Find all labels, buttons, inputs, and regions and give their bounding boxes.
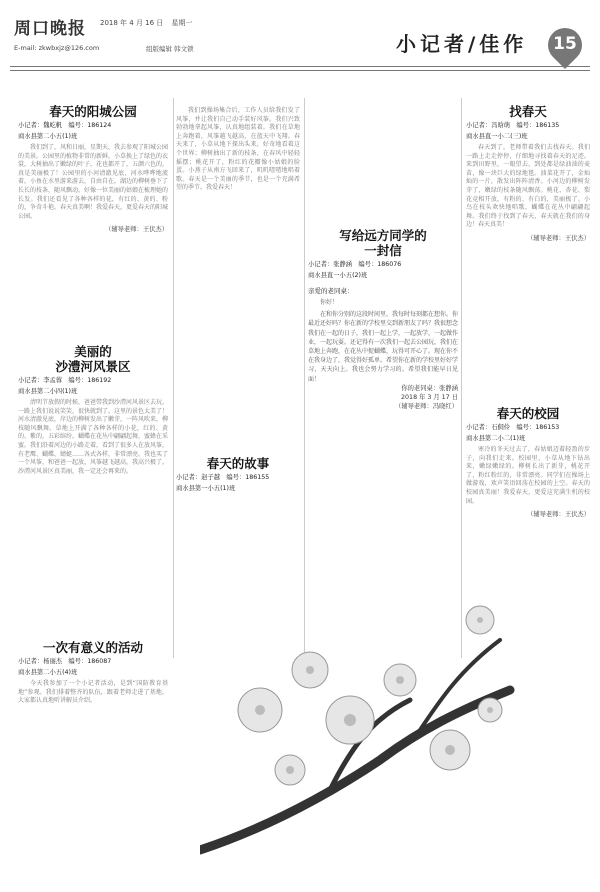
issue-date: 2018 年 4 月 16 日 xyxy=(100,19,164,27)
article-teacher: （辅导老师：王伏杰） xyxy=(527,234,590,242)
article-body: 今天我参加了一个小记者活动，是到“国防教育基地”参观。我们排着整齐的队伍，跟着老师走进了基地，大家都认真地听讲解员介绍。 xyxy=(18,680,168,705)
article-class: 商水县第二小二(1)班 xyxy=(466,435,526,442)
article-byline: 小记者：魏屹帆 编号：186124 xyxy=(18,122,112,129)
article-title: 写给远方同学的 一封信 xyxy=(339,228,427,258)
article-title: 找春天 xyxy=(509,104,547,119)
article-spring-story xyxy=(176,104,300,484)
column-divider xyxy=(461,98,462,658)
article-title: 春天的校园 xyxy=(496,406,560,421)
article-body: 春天到了，老师带着我们去找春天。我们一路上走走停停，仔细地寻找着春天的足迹。来到田野里，一眼望去，到处都是绿油油的麦苗，像一块巨大的绿地毯。油菜花开了，金灿灿的一片，散发出阵阵清香。小河边的柳树发芽了，嫩绿的枝条随风飘荡。桃花、杏花、梨花竞相开放，有粉的、有白的，美丽极了。小鸟在枝头欢快地唱歌，蝴蝶在花丛中翩翩起舞。我们终于找到了春天，春天就在我们的身边！春天真美！ xyxy=(466,144,590,229)
article-class: 商水县直一小二(三)班 xyxy=(466,133,528,140)
article-byline: 小记者：杨丽杰 编号：186087 xyxy=(18,658,112,665)
article-body: 寒冷的冬天过去了，春姑娘迈着轻盈的步子，向我们走来。校园里，小草从地下钻出来，嫩绿嫩绿的。柳树长出了新芽，桃花开了，粉红粉红的，非常漂亮。同学们在操场上做游戏，欢声笑语回荡在校园的上空。春天的校园真美丽！我爱春天，更爱这充满生机的校园。 xyxy=(466,446,590,505)
article-class: 商水县第二小五(4)班 xyxy=(18,669,78,676)
letter-teacher: （辅导老师：冯晓红） xyxy=(395,402,458,410)
issue-weekday: 星期一 xyxy=(171,19,193,27)
article-teacher: （辅导老师：王伏杰） xyxy=(105,226,168,234)
article-find-spring xyxy=(466,104,590,404)
article-byline: 小记者：李孟蓉 编号：186192 xyxy=(18,377,112,384)
page-number: 15 xyxy=(553,34,577,54)
letter-signature: 你的老同桌：张静涵 xyxy=(401,384,458,392)
article-title: 春天的故事 xyxy=(206,456,270,471)
article-body: 清明节放假的时候，爸爸带我到沙澧河风景区去玩。一路上我们说说笑笑，很快就到了。这里的景色太美了！河水清澈见底，岸边的柳树发出了嫩芽，一阵风吹来，柳枝随风飘舞。草地上开满了各种各样的小花，红的、黄的、紫的，五彩缤纷。蝴蝶在花丛中翩翩起舞，蜜蜂在采蜜。我们沿着河边的小路走着，看到了很多人在放风筝，有老鹰、蝴蝶、蜻蜓……各式各样，非常漂亮。我也买了一个风筝，和爸爸一起放，风筝越飞越高，我高兴极了。沙澧河风景区真美丽，我一定还会再来的。 xyxy=(18,399,168,475)
article-class: 商水县第一小五(1)班 xyxy=(176,485,236,492)
section-title: 小记者/佳作 xyxy=(396,32,528,56)
editor-name: 韩文锁 xyxy=(174,45,194,53)
editor-label: 组版编辑 xyxy=(146,45,172,53)
issue-meta xyxy=(100,18,199,28)
letter-salutation: 亲爱的老同桌： xyxy=(308,287,354,295)
article-body: 我们到了，风和日丽，星期天，我去参观了阳城公园的美景。公园里的植物非常的新鲜，小草换上了绿色的衣裳，大树抽出了嫩绿的叶子，花也都开了，五颜六色的，真是美丽极了！公园里的小河清澈见底，河水哗哗地流着，小鱼在水里游来游去，自由自在。湖边的柳树垂下了长长的枝条，随风飘动，好像一位美丽的姑娘在梳理她的长发。我们还看见了各种各样的花，有红的、黄的、粉的，争奇斗艳。春天真美啊！我爱春天，更爱春天的阳城公园。 xyxy=(18,144,168,220)
header-rule xyxy=(10,66,590,67)
article-byline: 小记者：石侗伶 编号：186153 xyxy=(466,424,560,431)
article-letter xyxy=(308,228,458,628)
article-byline: 小记者：张静涵 编号：186076 xyxy=(308,261,402,268)
article-class: 商水县第二小四(1)班 xyxy=(18,388,78,395)
article-title: 美丽的 沙澧河风景区 xyxy=(55,344,131,374)
article-shali-river xyxy=(18,344,168,634)
newspaper-logo: 周口晚报 xyxy=(14,19,86,39)
article-meaningful-activity xyxy=(18,640,168,750)
column-divider xyxy=(304,98,305,658)
article-class: 商水县直一小五(2)班 xyxy=(308,272,368,279)
article-title: 春天的阳城公园 xyxy=(49,104,137,119)
article-yangcheng-park xyxy=(18,104,168,374)
header-rule-2 xyxy=(10,70,590,71)
article-title: 一次有意义的活动 xyxy=(42,640,143,655)
letter-body: 在和你分别的这段时间里，我每时每刻都在想你。你最近还好吗？你在新的学校里交到新朋友了吗？我很想念我们在一起的日子，我们一起上学，一起放学，一起做作业，一起玩耍。还记得有一次我们一起去公园玩，我们在草地上奔跑，在花丛中捉蝴蝶，玩得可开心了。现在你不在我身边了，我觉得好孤单。希望你在新的学校里好好学习，天天向上。我也会努力学习的。希望我们能早日见面！ xyxy=(308,311,458,383)
article-teacher: （辅导老师：王伏杰） xyxy=(527,511,590,519)
article-byline: 小记者：赵子越 编号：186155 xyxy=(176,474,270,481)
article-byline: 小记者：冯晗萌 编号：186135 xyxy=(466,122,560,129)
letter-date: 2018 年 3 月 17 日 xyxy=(401,393,458,401)
letter-greeting: 你好！ xyxy=(320,299,339,306)
layout-editor xyxy=(146,44,194,53)
column-divider xyxy=(173,98,174,658)
plum-blossom-decoration xyxy=(200,600,520,870)
article-body-continued: 我们到操场集合后，工作人员给我们发了风筝，并让我们自己动手装好风筝。我们兴致勃勃地拿起风筝，认真地组装着。我们在草地上奔跑着，风筝越飞越高，在蓝天中飞翔。春天来了，小草从地下探出头来，好奇地看着这个世界；柳树抽出了新的枝条，在春风中轻轻摇摆；桃花开了，粉红的花瓣像小姑娘的脸蛋。小燕子从南方飞回来了，叽叽喳喳地唱着歌。春天是一个美丽的季节，也是一个充满希望的季节。我爱春天！ xyxy=(176,107,300,192)
article-class: 商水县第二小五(1)班 xyxy=(18,133,78,140)
contact-email: E-mail: zkwbxjz@126.com xyxy=(14,44,100,52)
